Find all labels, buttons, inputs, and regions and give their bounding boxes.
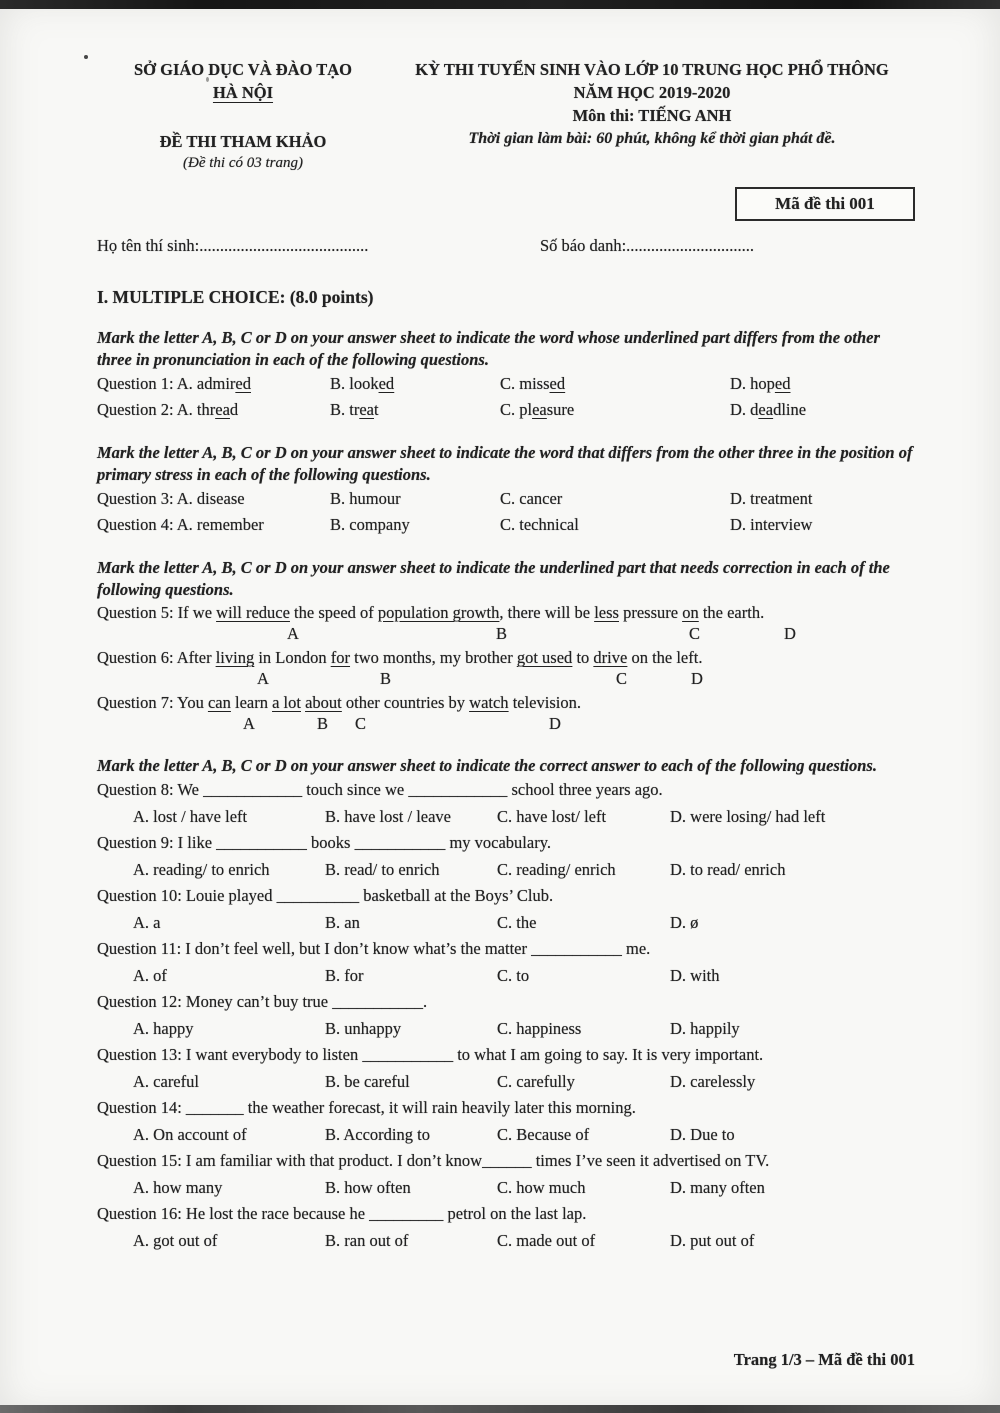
question-option-a: Question 1: A. admired (97, 374, 251, 393)
underlined-part: ea (359, 400, 374, 419)
question-block (97, 1095, 915, 1148)
marker-c: C (616, 669, 628, 688)
question-option-b: B. read/ to enrich (325, 860, 440, 879)
marker-c: C (689, 624, 701, 643)
question-block (97, 830, 915, 883)
question-block (97, 1201, 915, 1254)
completion-questions-group (97, 777, 915, 1254)
underlined-part: less (594, 603, 619, 622)
instruction-stress: Mark the letter A, B, C or D on your answer sheet to indicate the word that differs from the other three in the position of primary stress in each of the following questions. (97, 443, 913, 484)
scan-artifact-bottom-band (0, 1405, 1000, 1413)
duration-line: Thời gian làm bài: 60 phút, không kể thời gian phát đề. (468, 130, 836, 147)
question-option-a: Question 4: A. remember (97, 515, 264, 534)
marker-d: D (784, 624, 796, 643)
marker-a: A (287, 624, 299, 643)
question-block (97, 989, 915, 1042)
question-block (97, 1042, 915, 1095)
marker-c: C (355, 714, 367, 733)
question-row (97, 397, 915, 423)
underlined-part: ea (758, 400, 774, 419)
underlined-part: ed (774, 374, 791, 393)
instruction-completion: Mark the letter A, B, C or D on your answer sheet to indicate the correct answer to each of the following questions. (97, 756, 877, 775)
underlined-part: ed (378, 374, 395, 393)
exam-title: KỲ THI TUYỂN SINH VÀO LỚP 10 TRUNG HỌC PHỔ THÔNG (415, 60, 889, 79)
question-option-b: B. company (330, 515, 410, 534)
question-option-b: B. an (325, 913, 360, 932)
question-block (97, 691, 915, 736)
question-option-c: C. reading/ enrich (497, 860, 616, 879)
question-row (97, 512, 915, 538)
question-option-a: Question 3: A. disease (97, 489, 245, 508)
question-option-b: B. have lost / leave (325, 807, 452, 826)
question-option-a: A. On account of (133, 1125, 247, 1144)
question-option-c: C. technical (500, 515, 579, 534)
underlined-part: drive (593, 648, 628, 667)
question-option-d: D. interview (730, 515, 813, 534)
question-option-a: A. got out of (133, 1231, 218, 1250)
instruction-pronunciation: Mark the letter A, B, C or D on your answer sheet to indicate the word whose underlined part differs from the other three in pronunciation in each of the following questions. (97, 328, 880, 369)
underlined-part: got used (516, 648, 573, 667)
question-text: Question 8: We ____________ touch since we ____________ school three years ago. (97, 780, 663, 799)
question-option-d: D. deadline (730, 400, 807, 419)
underlined-part: ed (549, 374, 566, 393)
question-options-row (97, 909, 915, 936)
question-row (97, 486, 915, 512)
marker-b: B (317, 714, 329, 733)
question-option-d: D. hoped (730, 374, 791, 393)
instruction-correction: Mark the letter A, B, C or D on your answer sheet to indicate the underlined part that needs correction in each of the following questions. (97, 558, 890, 599)
header-right-block (389, 58, 915, 174)
stress-questions-group (97, 486, 915, 538)
question-option-d: D. many often (670, 1178, 765, 1197)
underlined-part: population growth (377, 603, 500, 622)
question-option-a: Question 2: A. thread (97, 400, 239, 419)
marker-a: A (257, 669, 269, 688)
question-block (97, 1148, 915, 1201)
question-options-row (97, 1121, 915, 1148)
header-left-block (97, 58, 389, 174)
marker-b: B (496, 624, 508, 643)
marker-d: D (549, 714, 561, 733)
question-row (97, 371, 915, 397)
question-text: Question 6: After living in London for two months, my brother got used to drive on the left. (97, 648, 703, 667)
underlined-part: can (207, 693, 231, 712)
question-text: Question 7: You can learn a lot about other countries by watch television. (97, 693, 581, 712)
pronunciation-questions-group (97, 371, 915, 423)
question-option-d: D. treatment (730, 489, 813, 508)
question-block (97, 777, 915, 830)
page-footer: Trang 1/3 – Mã đề thi 001 (733, 1350, 915, 1369)
question-option-d: D. ø (670, 913, 699, 932)
question-option-b: B. looked (330, 374, 395, 393)
question-block (97, 646, 915, 691)
question-text: Question 10: Louie played __________ basketball at the Boys’ Club. (97, 886, 554, 905)
question-options-row (97, 962, 915, 989)
question-options-row (97, 1227, 915, 1254)
question-text: Question 5: If we will reduce the speed of population growth, there will be less pressure on the earth. (97, 603, 765, 622)
candidate-info-row (97, 236, 915, 260)
pages-note: (Đề thi có 03 trang) (183, 155, 303, 171)
underlined-part: ea (532, 400, 547, 419)
question-option-c: C. missed (500, 374, 566, 393)
page-content (97, 58, 915, 1369)
question-option-a: A. lost / have left (133, 807, 248, 826)
marker-d: D (691, 669, 703, 688)
question-option-d: D. with (670, 966, 720, 985)
candidate-number-line: Số báo danh:............................... (540, 236, 755, 255)
question-option-d: D. put out of (670, 1231, 755, 1250)
question-option-b: B. for (325, 966, 364, 985)
question-option-c: C. Because of (497, 1125, 590, 1144)
exam-type: ĐỀ THI THAM KHẢO (159, 132, 327, 151)
marker-a: A (243, 714, 255, 733)
correction-markers-row (97, 625, 915, 646)
question-option-c: C. made out of (497, 1231, 596, 1250)
question-option-b: B. humour (330, 489, 401, 508)
department-name: SỞ GIÁO DỤC VÀ ĐÀO TẠO (133, 60, 353, 79)
underlined-part: a lot (272, 693, 301, 712)
underlined-part: ed (235, 374, 251, 393)
city-name: HÀ NỘI (212, 83, 274, 102)
question-option-d: D. to read/ enrich (670, 860, 786, 879)
question-text: Question 16: He lost the race because he _________ petrol on the last lap. (97, 1204, 587, 1223)
question-option-d: D. happily (670, 1019, 740, 1038)
question-option-b: B. be careful (325, 1072, 410, 1091)
question-option-c: C. cancer (500, 489, 563, 508)
question-option-a: A. of (133, 966, 167, 985)
question-option-b: B. According to (325, 1125, 430, 1144)
question-option-d: D. Due to (670, 1125, 735, 1144)
question-option-c: C. pleasure (500, 400, 575, 419)
question-option-c: C. to (497, 966, 530, 985)
question-text: Question 11: I don’t feel well, but I don’t know what’s the matter ___________ me. (97, 939, 651, 958)
underlined-part: watch (469, 693, 509, 712)
question-options-row (97, 803, 915, 830)
underlined-part: will reduce (216, 603, 290, 622)
question-block (97, 601, 915, 646)
question-option-d: D. carelessly (670, 1072, 756, 1091)
exam-code-row (97, 187, 915, 221)
question-option-a: A. how many (133, 1178, 223, 1197)
question-options-row (97, 1068, 915, 1095)
question-text: Question 13: I want everybody to listen ___________ to what I am going to say. It is very important. (97, 1045, 764, 1064)
section-title: I. MULTIPLE CHOICE: (8.0 points) (97, 287, 374, 307)
underlined-part: for (330, 648, 351, 667)
scan-speck (84, 55, 88, 59)
question-block (97, 883, 915, 936)
question-option-c: C. how much (497, 1178, 586, 1197)
question-text: Question 15: I am familiar with that product. I don’t know______ times I’ve seen it advertised on TV. (97, 1151, 770, 1170)
question-option-c: C. happiness (497, 1019, 582, 1038)
correction-markers-row (97, 670, 915, 691)
question-option-b: B. how often (325, 1178, 411, 1197)
question-options-row (97, 1174, 915, 1201)
question-text: Question 12: Money can’t buy true ___________. (97, 992, 428, 1011)
question-option-d: D. were losing/ had left (670, 807, 826, 826)
question-options-row (97, 1015, 915, 1042)
exam-code-box: Mã đề thi 001 (735, 187, 915, 221)
question-options-row (97, 856, 915, 883)
candidate-name-line: Họ tên thí sinh:......................................... (97, 236, 369, 255)
question-option-b: B. treat (330, 400, 379, 419)
question-option-b: B. unhappy (325, 1019, 402, 1038)
question-text: Question 14: _______ the weather forecast, it will rain heavily later this morning. (97, 1098, 636, 1117)
underlined-part: ea (215, 400, 230, 419)
question-option-c: C. the (497, 913, 537, 932)
question-option-c: C. carefully (497, 1072, 575, 1091)
scan-artifact-top-band (0, 0, 1000, 9)
question-option-a: A. reading/ to enrich (133, 860, 270, 879)
question-option-a: A. happy (133, 1019, 194, 1038)
school-year: NĂM HỌC 2019-2020 (573, 83, 731, 102)
underlined-part: on (682, 603, 699, 622)
subject-line: Môn thi: TIẾNG ANH (572, 106, 732, 125)
correction-markers-row (97, 715, 915, 736)
question-option-b: B. ran out of (325, 1231, 409, 1250)
underlined-part: living (215, 648, 255, 667)
question-option-a: A. careful (133, 1072, 199, 1091)
marker-b: B (380, 669, 392, 688)
underlined-part: about (305, 693, 342, 712)
question-text: Question 9: I like ___________ books ___________ my vocabulary. (97, 833, 552, 852)
question-option-c: C. have lost/ left (497, 807, 607, 826)
exam-header (97, 58, 915, 174)
question-option-a: A. a (133, 913, 161, 932)
question-block (97, 936, 915, 989)
